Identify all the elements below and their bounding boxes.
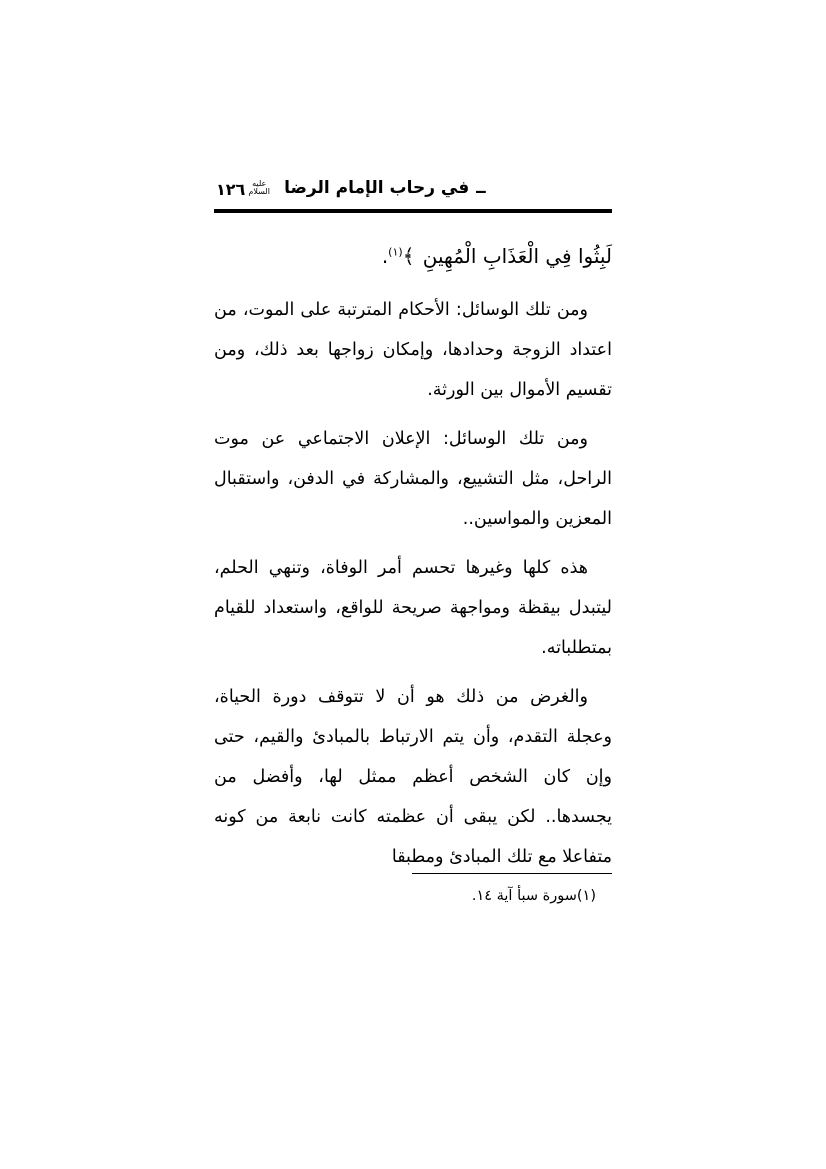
footnote-separator (412, 873, 612, 874)
paragraph-1: ومن تلك الوسائل: الأحكام المترتبة على الموت، من اعتداد الزوجة وحدادها، وإمكان زواجها بعد ذلك، ومن تقسيم الأموال بين الورثة. (214, 300, 612, 400)
quran-verse (214, 236, 612, 276)
ornate-close-bracket-icon: ﴾ (402, 244, 415, 268)
paragraph-3: هذه كلها وغيرها تحسم أمر الوفاة، وتنهي الحلم، ليتبدل بيقظة ومواجهة صريحة للواقع، واستعداد للقيام بمتطلباته. (214, 558, 612, 658)
page-number: ١٢٦ (216, 180, 246, 199)
footnote-text: (١)سورة سبأ آية ١٤. (471, 888, 596, 904)
paragraph-2: ومن تلك الوسائل: الإعلان الاجتماعي عن موت الراحل، مثل التشييع، والمشاركة في الدفن، واستقبال المعزين والمواسين.. (214, 429, 612, 529)
verse-terminal: . (381, 244, 389, 268)
verse-text: لَبِثُوا فِي الْعَذَابِ الْمُهِينِ (422, 244, 612, 268)
page-body (214, 236, 612, 877)
honorific-symbol: عليه السلام (248, 179, 270, 196)
footnote-marker: (١) (388, 245, 403, 259)
paragraph-4: والغرض من ذلك هو أن لا تتوقف دورة الحياة، وعجلة التقدم، وأن يتم الارتباط بالمبادئ والقيم، حتى وإن كان الشخص أعظم ممثل لها، وأفضل من يجسدها.. لكن يبقى أن عظمته كانت نابعة من كونه متفاعلا مع تلك المبادئ ومطبقا (214, 687, 612, 867)
running-head (245, 178, 484, 198)
header-rule (214, 209, 612, 213)
page-header (214, 176, 612, 216)
ornament-flourish: ـ (476, 178, 486, 198)
book-title: في رحاب الإمام الرضا (284, 178, 470, 198)
